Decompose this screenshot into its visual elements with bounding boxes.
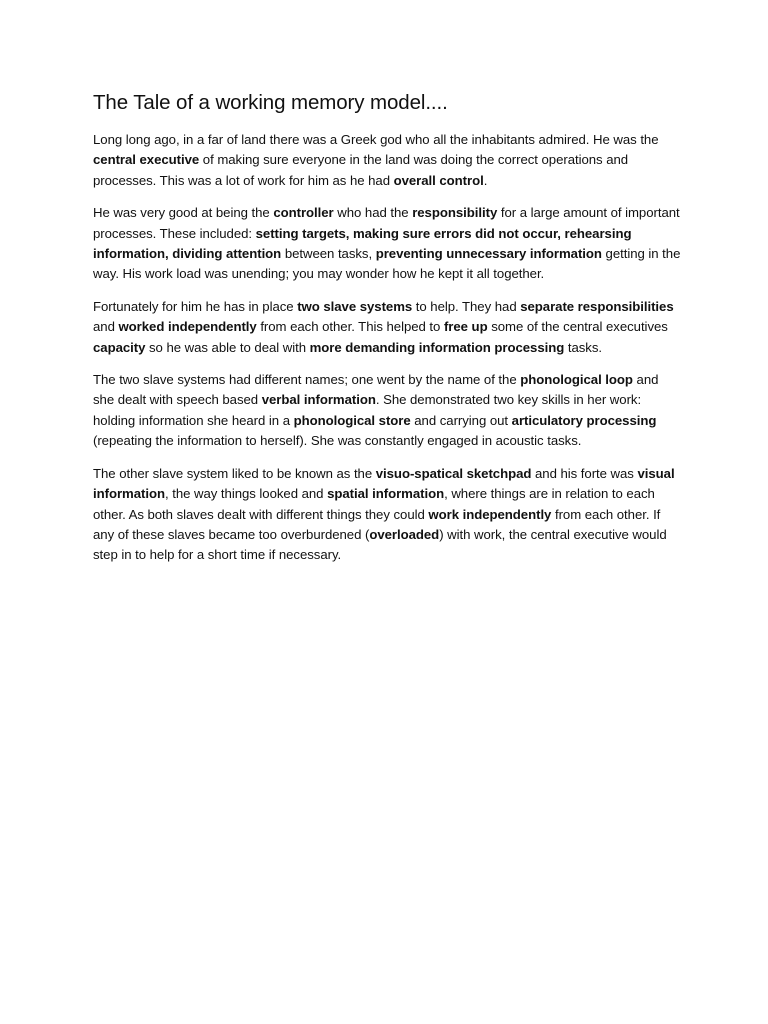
bold-term: visuo-spatical sketchpad: [375, 465, 532, 481]
text-run: The other slave system liked to be known as the: [93, 465, 376, 481]
bold-term: setting targets, making sure errors did not occur, rehearsing information, dividing attention: [93, 225, 632, 262]
text-run: who had the: [333, 205, 413, 221]
bold-term: spatial information: [327, 486, 445, 502]
paragraph-visuo-spatial-sketchpad: [93, 464, 683, 566]
document-body: [93, 88, 683, 578]
text-run: and she dealt with speech based: [93, 372, 659, 408]
bold-term: controller: [273, 205, 334, 221]
text-run: , the way things looked and: [164, 486, 328, 502]
text-run: tasks.: [564, 339, 602, 355]
text-run: for a large amount of important processes. These included:: [93, 205, 680, 241]
paragraph-controller: [93, 203, 683, 285]
text-run: , where things are in relation to each other. As both slaves dealt with different things they could: [93, 486, 655, 522]
bold-term: two slave systems: [297, 298, 413, 314]
bold-term: overloaded: [369, 526, 440, 542]
bold-term: separate responsibilities: [520, 298, 674, 314]
text-run: . She demonstrated two key skills in her work: holding information she heard in a: [93, 392, 642, 428]
bold-term: visual information: [93, 465, 675, 502]
document-title: The Tale of a working memory model....: [93, 91, 448, 114]
bold-term: overall control: [393, 172, 484, 188]
bold-term: verbal information: [261, 392, 376, 408]
text-run: so he was able to deal with: [145, 339, 310, 355]
text-run: (repeating the information to herself). She was constantly engaged in acoustic tasks.: [93, 433, 582, 449]
text-run: getting in the way. His work load was unending; you may wonder how he kept it all together.: [93, 246, 681, 282]
text-run: Long long ago, in a far of land there was a Greek god who all the inhabitants admired. He was the: [93, 132, 659, 147]
bold-term: capacity: [93, 339, 146, 355]
bold-term: preventing unnecessary information: [375, 246, 602, 262]
bold-term: free up: [443, 319, 488, 335]
text-run: from each other. This helped to: [256, 319, 444, 335]
bold-term: phonological store: [293, 412, 411, 428]
bold-term: responsibility: [412, 205, 498, 221]
text-run: from each other. If any of these slaves became too overburdened (: [93, 506, 661, 542]
text-run: Fortunately for him he has in place: [93, 298, 298, 314]
text-run: .: [483, 172, 488, 188]
text-run: some of the central executives: [487, 319, 668, 335]
bold-term: worked independently: [118, 319, 257, 335]
bold-term: articulatory processing: [511, 412, 657, 428]
text-run: between tasks,: [281, 246, 376, 262]
text-run: and his forte was: [531, 465, 638, 481]
text-run: and: [93, 319, 119, 335]
bold-term: phonological loop: [520, 372, 633, 388]
text-run: to help. They had: [412, 298, 521, 314]
text-run: and carrying out: [410, 412, 512, 428]
bold-term: work independently: [428, 506, 552, 522]
bold-term: more demanding information processing: [309, 339, 565, 355]
paragraph-slave-systems: [93, 297, 683, 358]
text-run: ) with work, the central executive would step in to help for a short time if necessary.: [93, 526, 667, 563]
text-run: The two slave systems had different names; one went by the name of the: [93, 372, 521, 388]
paragraph-phonological-loop: [93, 370, 683, 452]
text-run: He was very good at being the: [93, 205, 274, 221]
paragraph-central-executive: [93, 130, 683, 191]
text-run: of making sure everyone in the land was doing the correct operations and processes. This was a lot of work for him as he had: [93, 152, 629, 188]
bold-term: central executive: [93, 152, 200, 168]
